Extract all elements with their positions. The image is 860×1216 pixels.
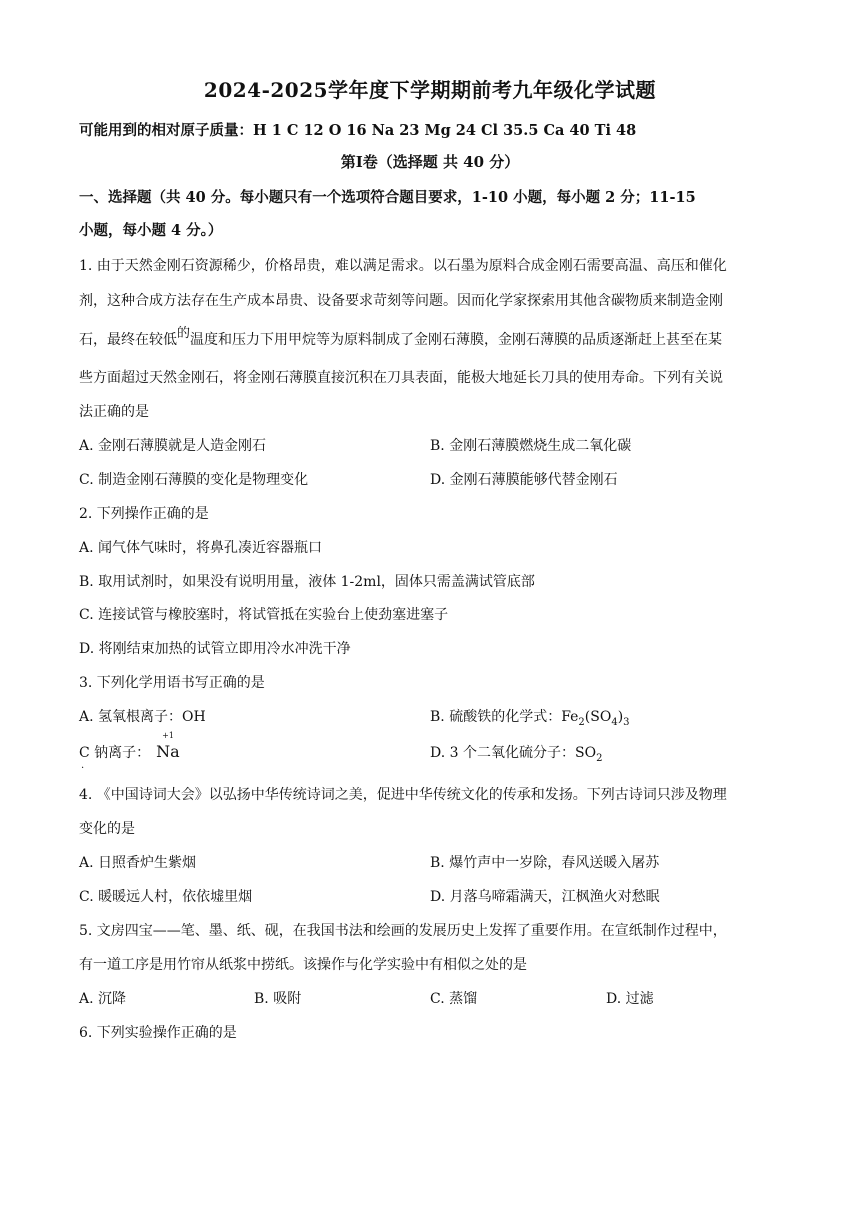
q5-option-c: C. 蒸馏 bbox=[430, 991, 478, 1007]
q3-option-a: A. 氢氧根离子：OH bbox=[79, 709, 206, 725]
q2-stem: 2. 下列操作正确的是 bbox=[79, 506, 209, 522]
q6-stem: 6. 下列实验操作正确的是 bbox=[79, 1025, 237, 1041]
q5-text-line2: 有一道工序是用竹帘从纸浆中捞纸。该操作与化学实验中有相似之处的是 bbox=[79, 957, 527, 973]
page-title: 2024-2025学年度下学期期前考九年级化学试题 bbox=[203, 78, 657, 102]
q3-option-c-prefix: C 钠离子： bbox=[79, 745, 151, 761]
q3-option-b-sub3: 3 bbox=[623, 716, 630, 728]
q1-text-line2: 剂，这种合成方法存在生产成本昂贵、设备要求苛刻等问题。因而化学家探索用其他含碳物质来制造金刚 bbox=[79, 293, 723, 309]
q1-text-line1: 1. 由于天然金刚石资源稀少，价格昂贵，难以满足需求。以石墨为原料合成金刚石需要高温、高压和催化 bbox=[79, 258, 727, 274]
q3-option-d-sub: 2 bbox=[596, 752, 603, 764]
q2-option-a: A. 闻气体气味时，将鼻孔凑近容器瓶口 bbox=[79, 540, 323, 556]
q1-option-a: A. 金刚石薄膜就是人造金刚石 bbox=[79, 438, 267, 454]
q3-option-b-mid: (SO bbox=[584, 709, 612, 725]
section-heading-line2: 小题，每小题 4 分。） bbox=[79, 222, 223, 239]
q1-text-line3a: 石，最终在较低 bbox=[79, 332, 177, 348]
q2-option-c: C. 连接试管与橡胶塞时，将试管抵在实验台上使劲塞进塞子 bbox=[79, 607, 449, 623]
sodium-symbol: Na bbox=[156, 742, 180, 761]
q3-option-d-prefix: D. 3 个二氧化硫分子：SO bbox=[430, 745, 597, 761]
sodium-ion-symbol bbox=[156, 731, 180, 761]
q4-text-line1: 4. 《中国诗词大会》以弘扬中华传统诗词之美，促进中华传统文化的传承和发扬。下列古诗词只涉及物理 bbox=[79, 787, 727, 803]
q3-option-b-sub2: 4 bbox=[611, 716, 618, 728]
q5-option-d: D. 过滤 bbox=[606, 991, 654, 1007]
q3-stem: 3. 下列化学用语书写正确的是 bbox=[79, 675, 265, 691]
q3-option-b bbox=[430, 706, 630, 728]
q3-option-b-close: ) bbox=[617, 709, 624, 725]
q1-text-line4: 些方面超过天然金刚石，将金刚石薄膜直接沉积在刀具表面，能极大地延长刀具的使用寿命。下列有关说 bbox=[79, 370, 723, 386]
q3-option-c bbox=[79, 731, 180, 762]
q4-option-c: C. 暖暖远人村，依依墟里烟 bbox=[79, 889, 253, 905]
q5-text-line1: 5. 文房四宝——笔、墨、纸、砚，在我国书法和绘画的发展历史上发挥了重要作用。在宣纸制作过程中， bbox=[79, 923, 727, 939]
q5-option-b: B. 吸附 bbox=[254, 991, 302, 1007]
atomic-masses: 可能用到的相对原子质量：H 1 C 12 O 16 Na 23 Mg 24 Cl 35.5 Ca 40 Ti 48 bbox=[79, 122, 637, 139]
q2-option-d: D. 将刚结束加热的试管立即用冷水冲洗干净 bbox=[79, 641, 351, 657]
q4-text-line2: 变化的是 bbox=[79, 821, 135, 837]
q3-option-b-sub1: 2 bbox=[578, 716, 585, 728]
q1-text-line3c: 温度和压力下用甲烷等为原料制成了金刚石薄膜，金刚石薄膜的品质逐渐赶上甚至在某 bbox=[190, 332, 723, 348]
q4-option-a: A. 日照香炉生紫烟 bbox=[79, 855, 197, 871]
q1-text-raised: 的 bbox=[177, 326, 191, 341]
q1-option-c: C. 制造金刚石薄膜的变化是物理变化 bbox=[79, 472, 309, 488]
q1-option-d: D. 金刚石薄膜能够代替金刚石 bbox=[430, 472, 618, 488]
q3-option-c-dot: . bbox=[81, 760, 85, 771]
q2-option-b: B. 取用试剂时，如果没有说明用量，液体 1-2ml，固体只需盖满试管底部 bbox=[79, 574, 535, 590]
sodium-charge: +1 bbox=[162, 731, 174, 740]
q5-option-a: A. 沉降 bbox=[79, 991, 127, 1007]
q1-text-line3 bbox=[79, 326, 723, 349]
q1-option-b: B. 金刚石薄膜燃烧生成二氧化碳 bbox=[430, 438, 632, 454]
q4-option-d: D. 月落乌啼霜满天，江枫渔火对愁眠 bbox=[430, 889, 660, 905]
q3-option-b-prefix: B. 硫酸铁的化学式：Fe bbox=[430, 709, 579, 725]
section-heading-line1: 一、选择题（共 40 分。每小题只有一个选项符合题目要求，1-10 小题，每小题 2 分；11-15 bbox=[79, 189, 696, 206]
volume-title: 第Ⅰ卷（选择题 共 40 分） bbox=[340, 153, 520, 171]
q3-option-d bbox=[430, 742, 602, 764]
q4-option-b: B. 爆竹声中一岁除，春风送暖入屠苏 bbox=[430, 855, 660, 871]
q1-text-line5: 法正确的是 bbox=[79, 404, 149, 420]
